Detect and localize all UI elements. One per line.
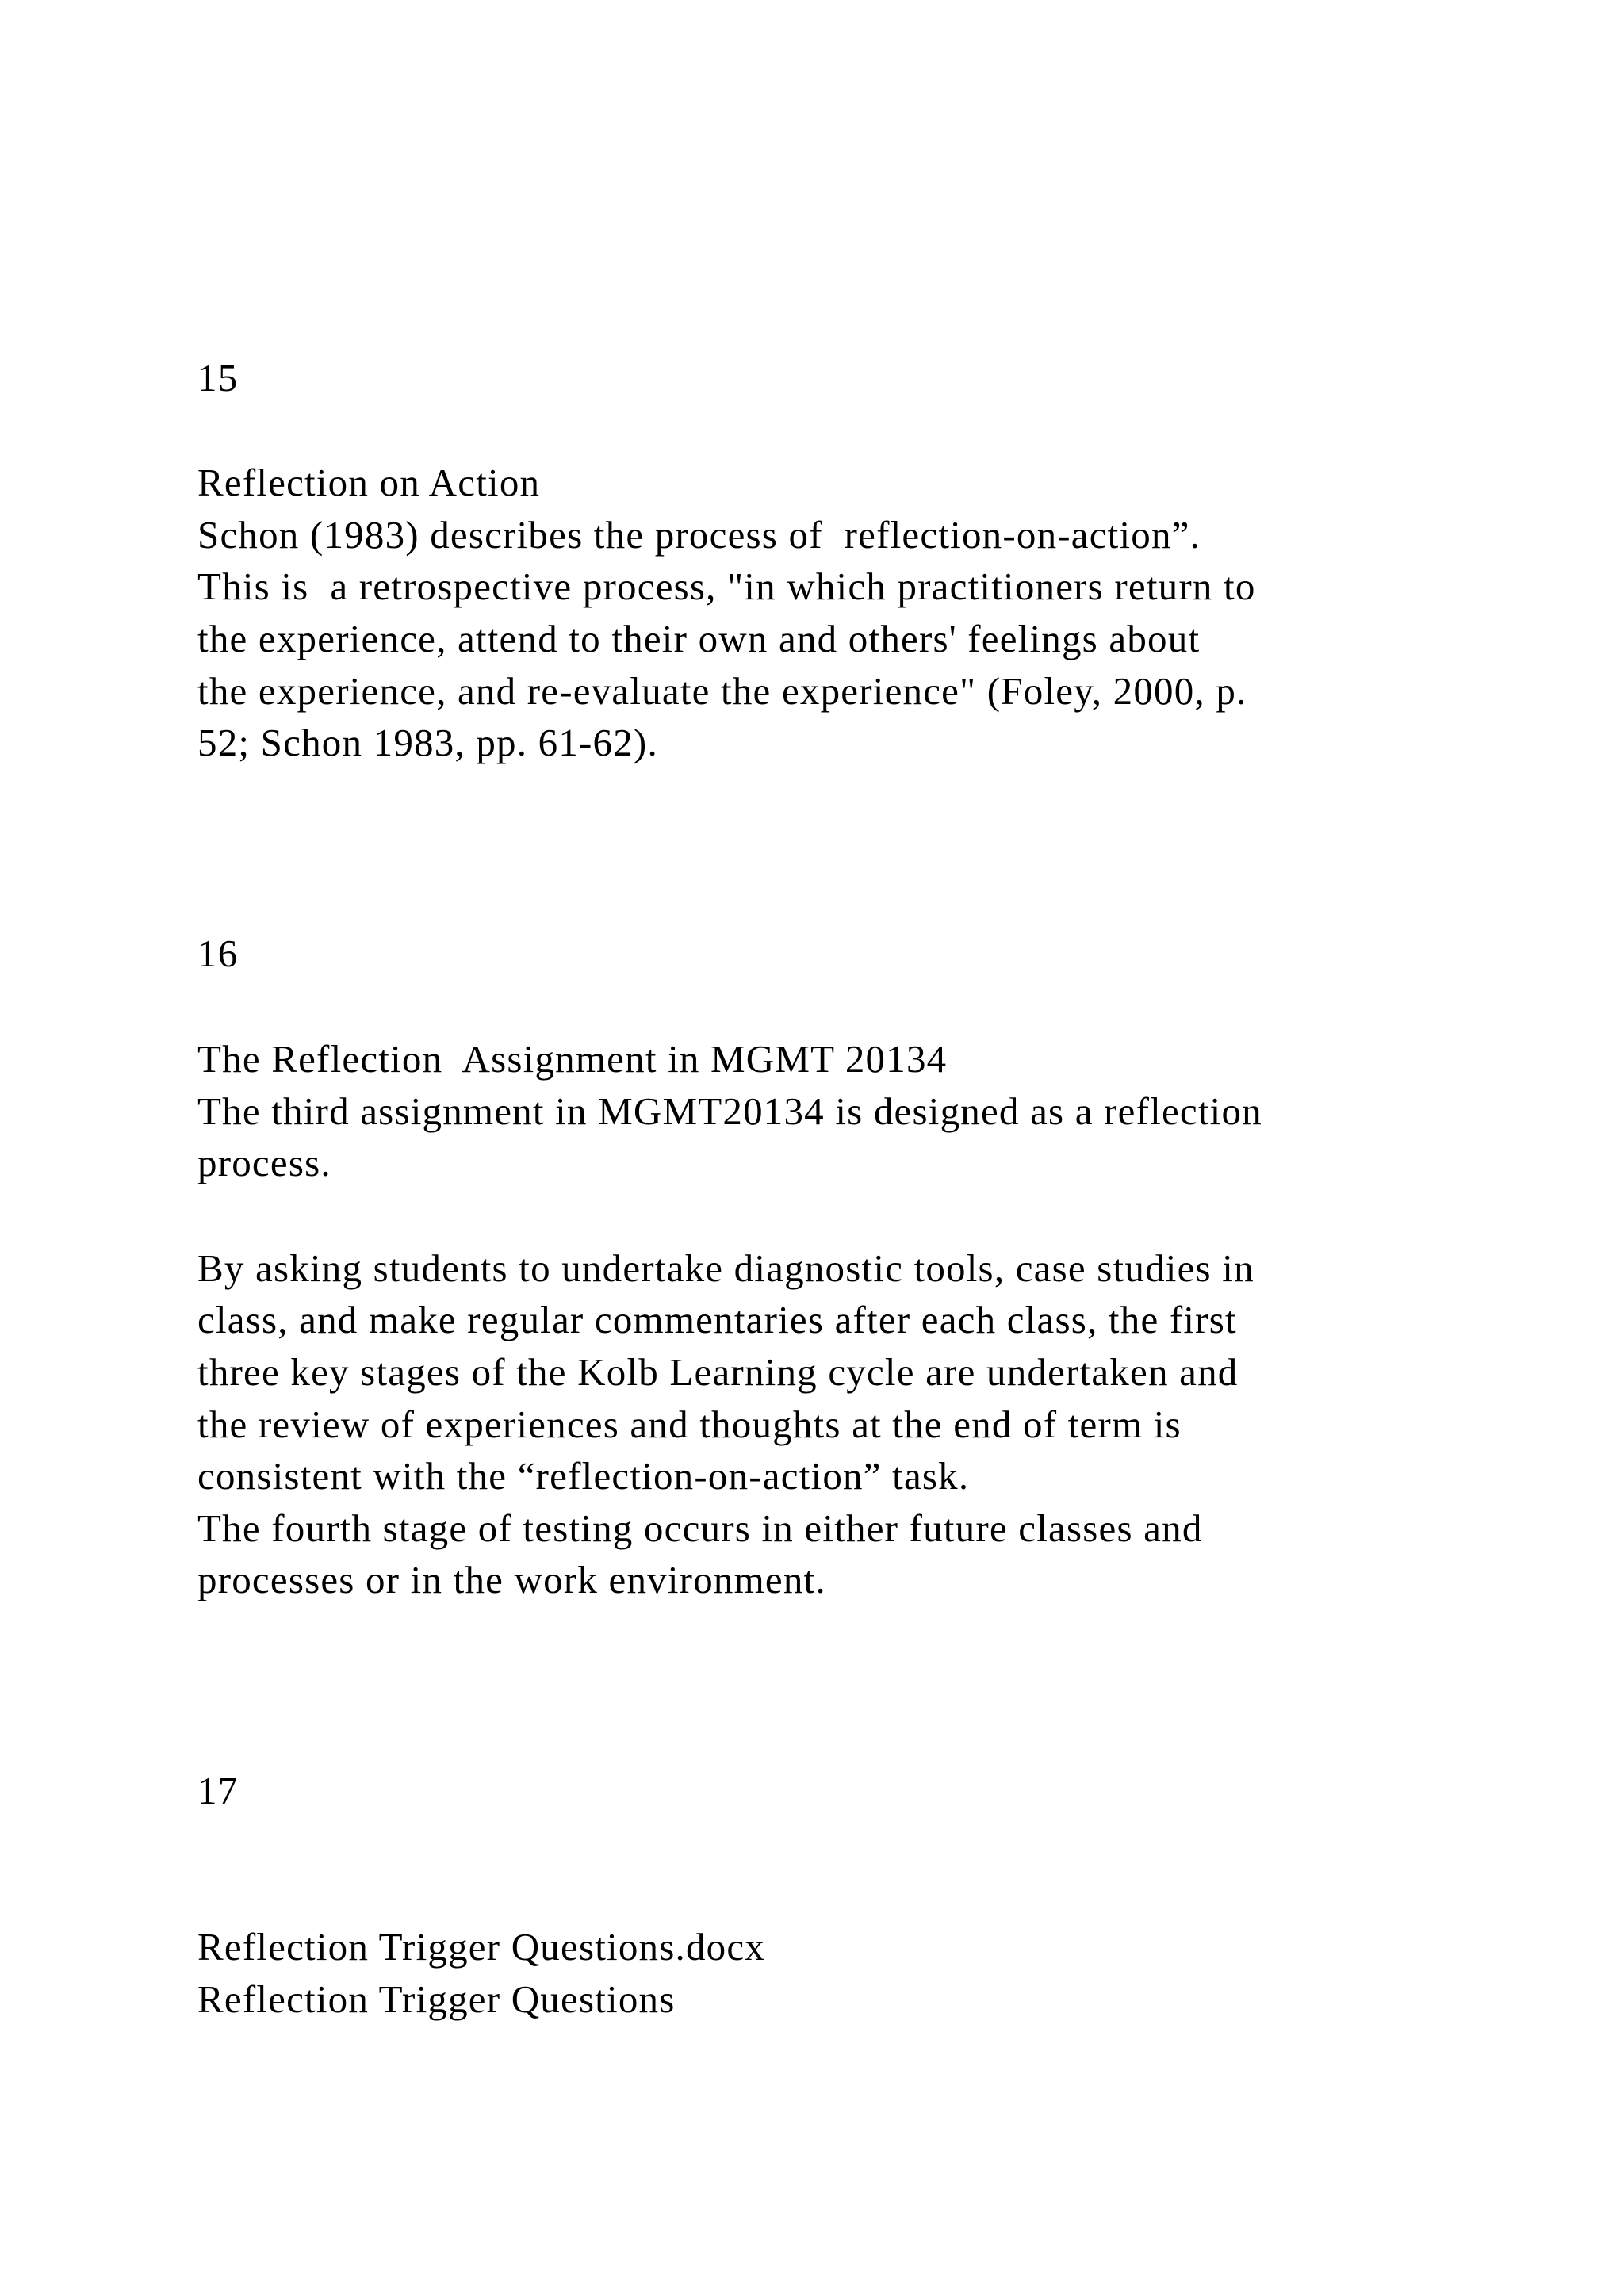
body-line: Reflection Trigger Questions <box>197 1977 676 2021</box>
body-line: 52; Schon 1983, pp. 61-62). <box>197 721 658 764</box>
page-number-16: 16 <box>197 932 239 975</box>
body-line: The fourth stage of testing occurs in either future classes and <box>197 1506 1203 1550</box>
body-line: The third assignment in MGMT20134 is designed as a reflection <box>197 1089 1262 1133</box>
body-line: three key stages of the Kolb Learning cycle are undertaken and <box>197 1350 1239 1394</box>
body-line: the experience, and re-evaluate the experience" (Foley, 2000, p. <box>197 669 1247 713</box>
page-number-17: 17 <box>197 1769 239 1812</box>
body-line: consistent with the “reflection-on-action” task. <box>197 1454 970 1498</box>
section-heading-reflection-assignment: The Reflection Assignment in MGMT 20134 <box>197 1037 948 1081</box>
body-line: class, and make regular commentaries after each class, the first <box>197 1298 1237 1341</box>
body-line: By asking students to undertake diagnostic tools, case studies in <box>197 1246 1254 1290</box>
body-line: process. <box>197 1141 331 1184</box>
body-line: processes or in the work environment. <box>197 1558 826 1601</box>
section-heading-reflection-on-action: Reflection on Action <box>197 461 541 504</box>
body-line: the review of experiences and thoughts at the end of term is <box>197 1402 1182 1446</box>
page-number-15: 15 <box>197 356 239 400</box>
body-line: This is a retrospective process, "in which practitioners return to <box>197 564 1256 608</box>
body-line: the experience, attend to their own and others' feelings about <box>197 617 1201 660</box>
section-heading-reflection-trigger-questions-docx: Reflection Trigger Questions.docx <box>197 1925 766 1969</box>
body-line: Schon (1983) describes the process of reflection-on-action”. <box>197 513 1201 557</box>
